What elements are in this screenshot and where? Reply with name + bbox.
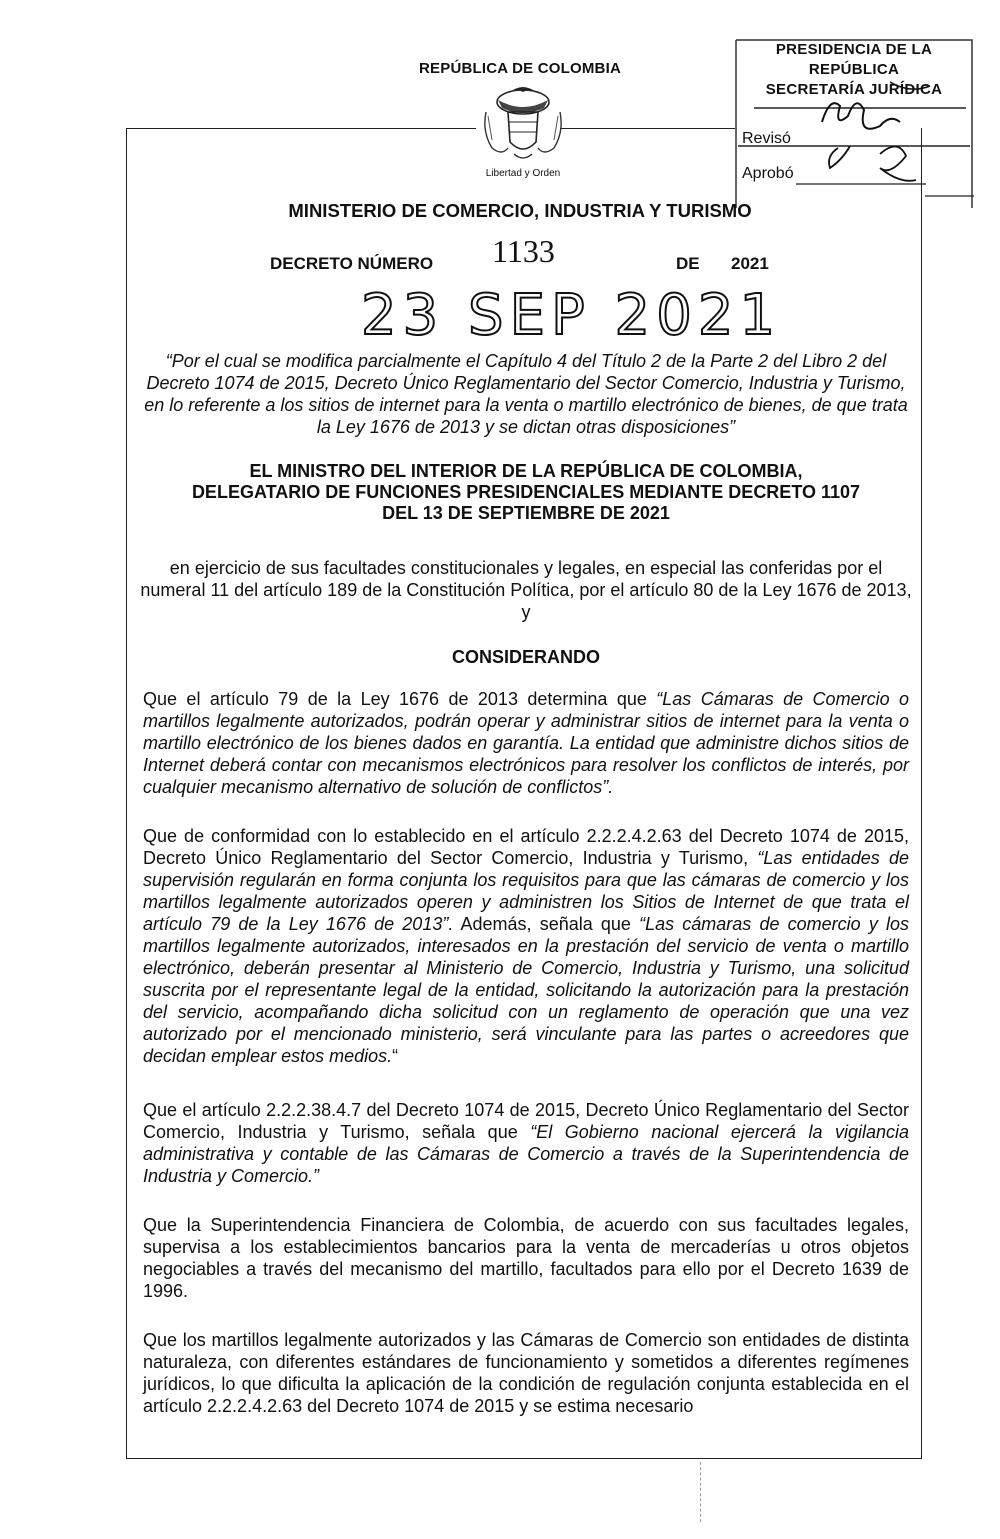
paragraph-2-text: Que de conformidad con lo establecido en el artículo 2.2.2.4.2.63 del Decreto 1074 de 2015, Decreto Único Reglamentario del Sector Comercio, Industria y Turismo,: [143, 826, 909, 868]
stamp-header: [736, 40, 972, 100]
paragraph-1-text: Que el artículo 79 de la Ley 1676 de 2013 determina que: [143, 689, 657, 709]
stamp-line-2: SECRETARÍA JURÍDICA: [765, 81, 943, 98]
republic-header: REPÚBLICA DE COLOMBIA: [419, 60, 621, 77]
stamp-aprobo-label: Aprobó: [742, 165, 794, 182]
paragraph-2-quote-2: “Las cámaras de comercio y los martillos legalmente autorizados, interesados en la prestación del servicio de venta o martillo electrónico, deberán presentar al Ministerio de Comercio, Industria y Turismo, una solicitud suscrita por el representante legal de la entidad, solicitando la autorización para la prestación del servicio, acompañando dicha solicitud con un reglamento de operación que una vez autorizado por el mencionado ministerio, será vinculante para las partes o acreedores que decidan emplear estos medios.: [143, 914, 910, 1066]
decree-number: 1133: [492, 233, 555, 269]
paragraph-2-text-2: Además, señala que: [453, 914, 640, 934]
margin-mark: [700, 1462, 701, 1522]
paragraph-2: [143, 825, 909, 1067]
paragraph-3-text: Que el artículo 2.2.2.38.4.7 del Decreto 1074 de 2015, Decreto Único Reglamentario del Sector Comercio, Industria y Turismo, señala que: [143, 1100, 909, 1142]
paragraph-3: [143, 1099, 909, 1187]
authority-block: [143, 461, 909, 524]
considerando-heading: CONSIDERANDO: [451, 647, 600, 667]
decree-title: “Por el cual se modifica parcialmente el Capítulo 4 del Título 2 de la Parte 2 del Libro 2 del Decreto 1074 de 2015, Decreto Único Reglamentario del Sector Comercio, Industria y Turismo, en lo referente a los sitios de internet para la venta o martillo electrónico de bienes, de que trata la Ley 1676 de 2013 y se dictan otras disposiciones”: [144, 351, 908, 437]
authority-line-3: DEL 13 DE SEPTIEMBRE DE 2021: [382, 503, 670, 523]
paragraph-4: Que la Superintendencia Financiera de Colombia, de acuerdo con sus facultades legales, supervisa a los establecimientos bancarios para la venta de mercaderías u otros objetos negociables a través del mecanismo del martillo, facultados para ello por el Decreto 1639 de 1996.: [143, 1215, 909, 1301]
date-stamp: 23 SEP 2021: [361, 283, 782, 348]
authority-line-1: EL MINISTRO DEL INTERIOR DE LA REPÚBLICA DE COLOMBIA,: [249, 461, 803, 481]
authority-line-2: DELEGATARIO DE FUNCIONES PRESIDENCIALES MEDIANTE DECRETO 1107: [191, 482, 861, 502]
ministry-title: MINISTERIO DE COMERCIO, INDUSTRIA Y TURISMO: [288, 200, 752, 221]
paragraph-2-quote-1: “Las entidades de supervisión regularán en forma conjunta los requisitos para que las cámaras de comercio y los martillos legalmente autorizados operen y administren los Sitios de Internet de que trata el artículo 79 de la Ley 1676 de 2013”.: [143, 848, 909, 934]
stamp-reviso-label: Revisó: [742, 130, 791, 147]
paragraph-1: [143, 688, 909, 798]
decree-label: DECRETO NÚMERO: [270, 254, 434, 273]
paragraph-2-close: “: [392, 1046, 399, 1066]
paragraph-1-quote: “Las Cámaras de Comercio o martillos legalmente autorizados, podrán operar y administrar sitios de internet para la venta o martillo electrónico de los bienes dados en garantía. La entidad que administre dichos sitios de Internet deberá contar con mecanismos electrónicos para resolver los conflictos de interés, por cualquier mecanismo alternativo de solución de conflictos”.: [143, 689, 909, 797]
paragraph-3-quote: “El Gobierno nacional ejercerá la vigilancia administrativa y contable de las Cámaras de Comercio a través de la Superintendencia de Industria y Comercio.”: [143, 1122, 910, 1186]
stamp-line-1: PRESIDENCIA DE LA REPÚBLICA: [775, 41, 933, 78]
motto-text: Libertad y Orden: [485, 168, 561, 179]
decree-de-label: DE: [676, 254, 700, 273]
coat-of-arms-icon: [478, 82, 568, 170]
paragraph-5: Que los martillos legalmente autorizados y las Cámaras de Comercio son entidades de distinta naturaleza, con diferentes estándares de funcionamiento y sometidos a diferentes regímenes jurídicos, lo que dificulta la aplicación de la condición de regulación conjunta establecida en el artículo 2.2.2.4.2.63 del Decreto 1074 de 2015 y se estima necesario: [143, 1330, 909, 1416]
decree-year: 2021: [731, 254, 769, 273]
powers-text: en ejercicio de sus facultades constitucionales y legales, en especial las conferidas por el numeral 11 del artículo 189 de la Constitución Política, por el artículo 80 de la Ley 1676 de 2013, y: [140, 558, 912, 622]
